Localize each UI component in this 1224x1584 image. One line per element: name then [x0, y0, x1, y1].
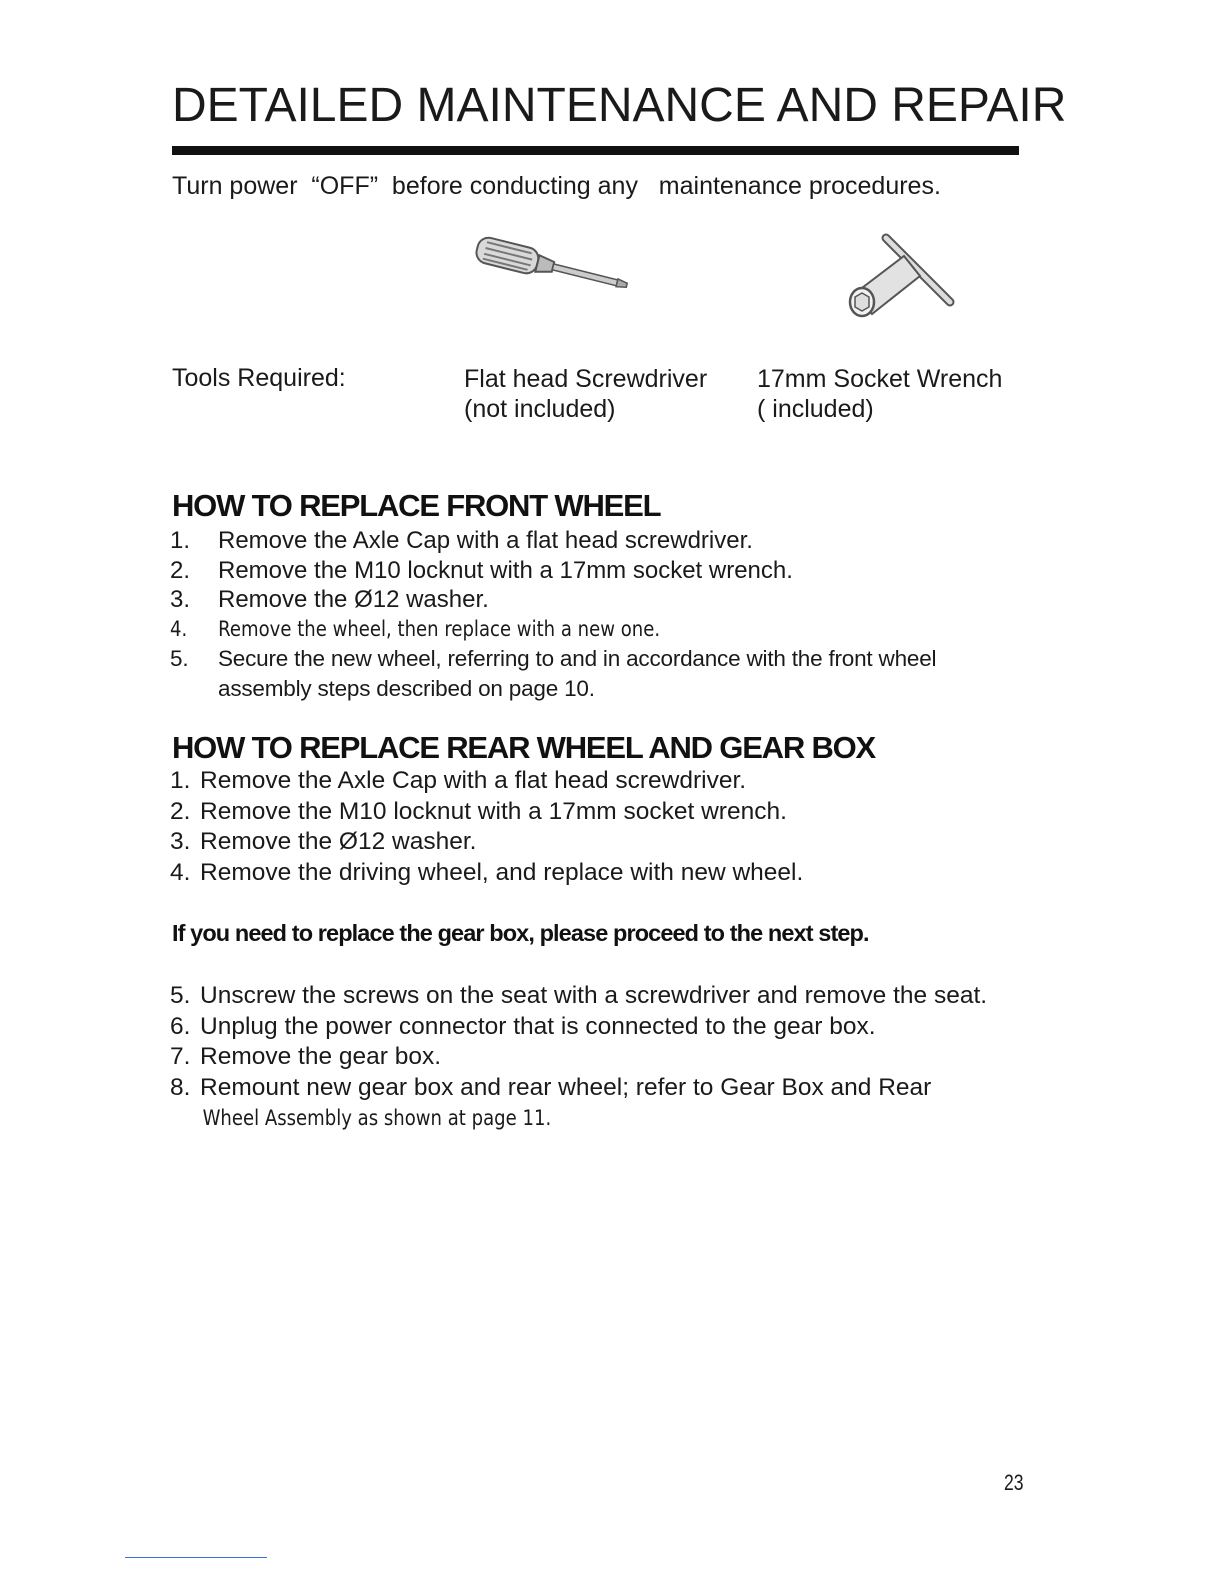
- list-item: [170, 797, 1010, 828]
- list-item: [170, 585, 990, 615]
- power-off-warning: Turn power “OFF” before conducting any maintenance procedures.: [172, 172, 941, 200]
- list-item: [170, 827, 1010, 858]
- tool-name: Flat head Screwdriver: [464, 365, 708, 393]
- list-item: [170, 615, 981, 645]
- step-text: Unplug the power connector that is connected to the gear box.: [200, 1012, 876, 1040]
- step-text: Wheel Assembly as shown at page 11.: [202, 1106, 552, 1130]
- step-number: 3.: [170, 828, 191, 855]
- page-number: 23: [1004, 1470, 1024, 1495]
- step-text: Remove the Axle Cap with a flat head screwdriver.: [200, 767, 747, 794]
- step-number: 2.: [170, 797, 191, 825]
- step-text: Remove the gear box.: [200, 1043, 442, 1070]
- step-text: Remove the driving wheel, and replace with new wheel.: [200, 858, 804, 886]
- step-number: 5.: [170, 982, 191, 1009]
- step-text: Unscrew the screws on the seat with a screwdriver and remove the seat.: [200, 982, 988, 1009]
- tool-screwdriver: [464, 364, 707, 424]
- step-number: 6.: [170, 1012, 191, 1040]
- step-number: 2.: [170, 556, 191, 584]
- list-item: [170, 858, 1010, 889]
- step-text: Remount new gear box and rear wheel; refer to Gear Box and Rear: [200, 1073, 932, 1101]
- step-text: Remove the wheel, then replace with a new one.: [218, 616, 661, 641]
- rear-wheel-steps: [170, 766, 1010, 888]
- step-text: Remove the Axle Cap with a flat head screwdriver.: [218, 527, 753, 554]
- step-text: Remove the Ø12 washer.: [218, 586, 489, 613]
- step-number: 5.: [170, 646, 189, 671]
- front-wheel-heading: HOW TO REPLACE FRONT WHEEL: [172, 488, 661, 523]
- step-number: 1.: [170, 527, 191, 554]
- screwdriver-icon: [468, 226, 638, 316]
- list-item: [170, 1073, 1010, 1104]
- tool-availability: ( included): [757, 395, 874, 423]
- socket-wrench-icon: [842, 232, 960, 324]
- step-number: 7.: [170, 1043, 191, 1070]
- step-text: Remove the M10 locknut with a 17mm socket wrench.: [200, 797, 787, 825]
- list-item: [170, 556, 990, 586]
- step-text: Remove the Ø12 washer.: [200, 828, 477, 855]
- list-item: [170, 1042, 1010, 1073]
- tool-name: 17mm Socket Wrench: [757, 365, 1003, 393]
- footer-rule: [125, 1557, 267, 1558]
- front-wheel-steps: [170, 526, 990, 703]
- list-item: [170, 526, 990, 556]
- step-number: 4.: [170, 858, 191, 886]
- step-text: Secure the new wheel, referring to and in accordance with the front wheel assembly steps described on page 10.: [218, 646, 937, 701]
- step-text: Remove the M10 locknut with a 17mm socket wrench.: [218, 556, 793, 584]
- gear-box-note: If you need to replace the gear box, please proceed to the next step.: [172, 920, 869, 946]
- step-number: 1.: [170, 767, 191, 794]
- title-underline: [172, 146, 1019, 155]
- step-number: 4.: [170, 616, 188, 641]
- step-number: 3.: [170, 586, 191, 613]
- page-title: DETAILED MAINTENANCE AND REPAIR: [172, 79, 1067, 132]
- rear-wheel-heading: HOW TO REPLACE REAR WHEEL AND GEAR BOX: [172, 730, 876, 765]
- gear-box-steps: [170, 981, 1010, 1134]
- tool-availability: (not included): [464, 395, 616, 423]
- tool-socket-wrench: [757, 364, 1002, 424]
- list-item: [170, 1012, 1010, 1043]
- tools-required-label: Tools Required:: [172, 364, 346, 392]
- list-item-continuation: [170, 1103, 1010, 1134]
- list-item: [170, 644, 990, 703]
- step-number: 8.: [170, 1073, 191, 1101]
- list-item: [170, 981, 1010, 1012]
- list-item: [170, 766, 1010, 797]
